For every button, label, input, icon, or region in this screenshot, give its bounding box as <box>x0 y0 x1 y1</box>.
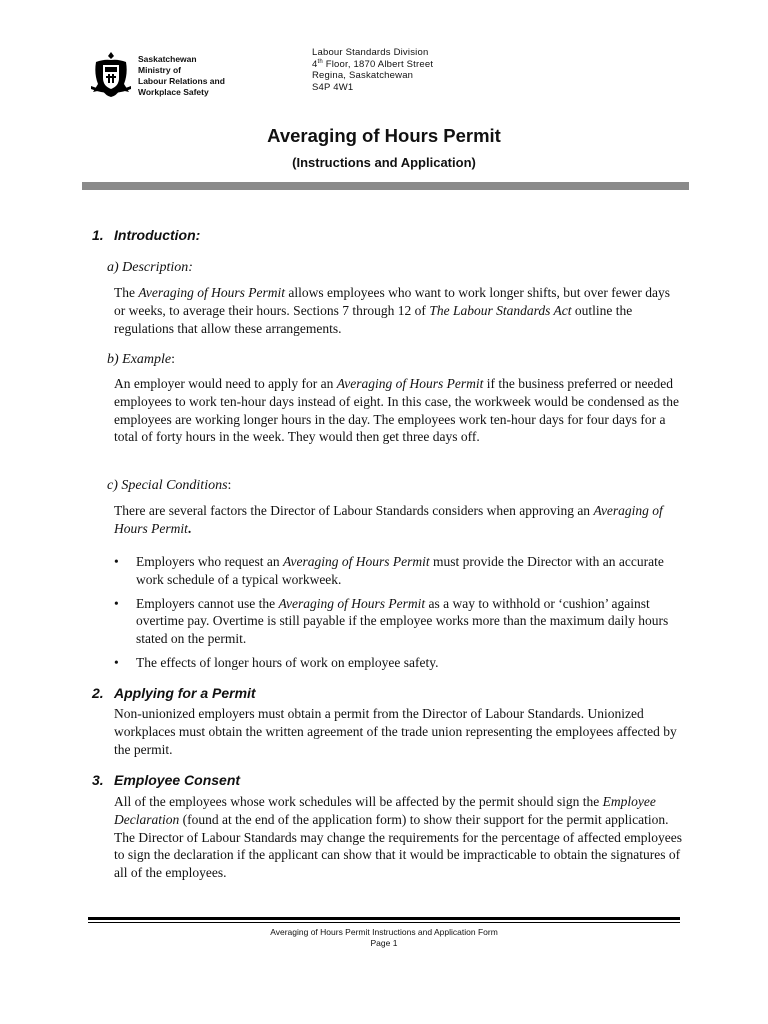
list-item <box>114 553 684 589</box>
subheading-description: a) Description: <box>107 260 193 275</box>
text-run: Employers cannot use the <box>136 595 279 611</box>
text-run: All of the employees whose work schedules will be affected by the permit should sign the <box>114 794 603 809</box>
paragraph-special-conditions <box>114 502 684 538</box>
ministry-line: Workplace Safety <box>138 87 209 97</box>
conditions-list <box>114 553 684 678</box>
act-name: The Labour Standards Act <box>429 302 572 318</box>
permit-name: Averaging of Hours Permit <box>282 554 430 569</box>
address-line <box>312 59 433 71</box>
paragraph-applying: Non-unionized employers must obtain a permit from the Director of Labour Standards. Unionized workplaces must obtain the written agreement of the trade union representing the employees affected by the permit. <box>114 706 677 757</box>
text-run: The effects of longer hours of work on employee safety. <box>136 654 439 670</box>
bullet-icon: • <box>114 654 119 670</box>
page-number: Page 1 <box>370 938 398 948</box>
section-title: Introduction: <box>114 227 201 243</box>
section-number: 2. <box>92 685 104 701</box>
ministry-line: Ministry of <box>138 65 181 75</box>
footer-rule <box>88 922 680 923</box>
permit-name: Averaging of Hours Permit <box>278 595 426 611</box>
title-divider <box>82 182 689 190</box>
text-run: (found at the end of the application form) to show their support for the permit application. The Director of Labour Standards may change the requirements for the percentage of affected employees to sign the declaration if the applicant can show that it would be impracticable to obtain the signatures of all of the employees. <box>114 811 683 881</box>
text-run: outline the regulations that allow these arrangements. <box>114 302 633 336</box>
street-address: Floor, 1870 Albert Street <box>322 58 434 70</box>
section-number: 3. <box>92 772 104 788</box>
page-title: Averaging of Hours Permit <box>267 125 501 146</box>
ministry-name <box>138 54 225 98</box>
paragraph-description <box>114 284 684 337</box>
subheading-colon: : <box>171 352 176 367</box>
ministry-line: Saskatchewan <box>138 54 197 64</box>
text-run: allows employees who want to work longer shifts, but over fewer days or weeks, to average their hours. Sections 7 through 12 of <box>114 285 671 318</box>
declaration-name: Employee Declaration <box>114 794 656 827</box>
footer-document-title: Averaging of Hours Permit Instructions and Application Form <box>270 927 498 937</box>
text-run: An employer would need to apply for an <box>114 376 337 391</box>
paragraph-employee-consent <box>114 793 684 882</box>
subheading-label: c) Special Conditions <box>107 478 228 493</box>
text-run: if the business preferred or needed employees to work ten-hour days instead of eight. In this case, the workweek would be condensed as the employees are working longer hours in the day. The employees work ten-hour days for four days for a total of forty hours in the week. They would then get three days off. <box>114 376 679 445</box>
text-run: The <box>114 285 139 300</box>
section-title: Applying for a Permit <box>114 685 256 701</box>
section-heading-applying <box>92 685 256 701</box>
permit-name: Averaging of Hours Permit <box>138 285 285 300</box>
text-run: There are several factors the Director of Labour Standards considers when approving an <box>114 503 594 518</box>
page-subtitle: (Instructions and Application) <box>292 155 476 170</box>
address-line: Labour Standards Division <box>312 47 429 58</box>
text-run: Employers who request an <box>136 554 283 569</box>
footer-rule <box>88 917 680 920</box>
ministry-line: Labour Relations and <box>138 76 225 86</box>
permit-name: Averaging of Hours Permit <box>114 503 663 536</box>
section-heading-employee-consent <box>92 772 240 788</box>
permit-name: Averaging of Hours Permit <box>336 376 484 391</box>
subheading-label: b) Example <box>107 352 172 367</box>
section-title: Employee Consent <box>114 772 241 788</box>
subheading-special-conditions <box>107 478 231 494</box>
subheading-example <box>107 352 175 368</box>
text-run: . <box>187 520 192 536</box>
address-line: Regina, Saskatchewan <box>312 70 414 81</box>
section-number: 1. <box>92 227 104 243</box>
bullet-icon: • <box>114 554 119 569</box>
page-footer <box>0 927 768 949</box>
division-address <box>312 47 433 93</box>
section-heading-introduction <box>92 227 200 243</box>
bullet-icon: • <box>114 595 119 611</box>
subheading-colon: : <box>227 478 232 493</box>
floor-number: 4 <box>312 58 318 70</box>
text-run: must provide the Director with an accurate work schedule of a typical workweek. <box>136 554 664 587</box>
paragraph-example <box>114 375 684 446</box>
list-item <box>114 595 684 648</box>
floor-suffix: th <box>317 58 323 65</box>
list-item <box>114 654 684 672</box>
text-run: as a way to withhold or ‘cushion’ against overtime pay. Overtime is still payable if the employee works more than the maximum daily hours stated on the permit. <box>136 595 669 647</box>
address-line: S4P 4W1 <box>312 81 354 93</box>
saskatchewan-crest-logo <box>90 50 132 98</box>
